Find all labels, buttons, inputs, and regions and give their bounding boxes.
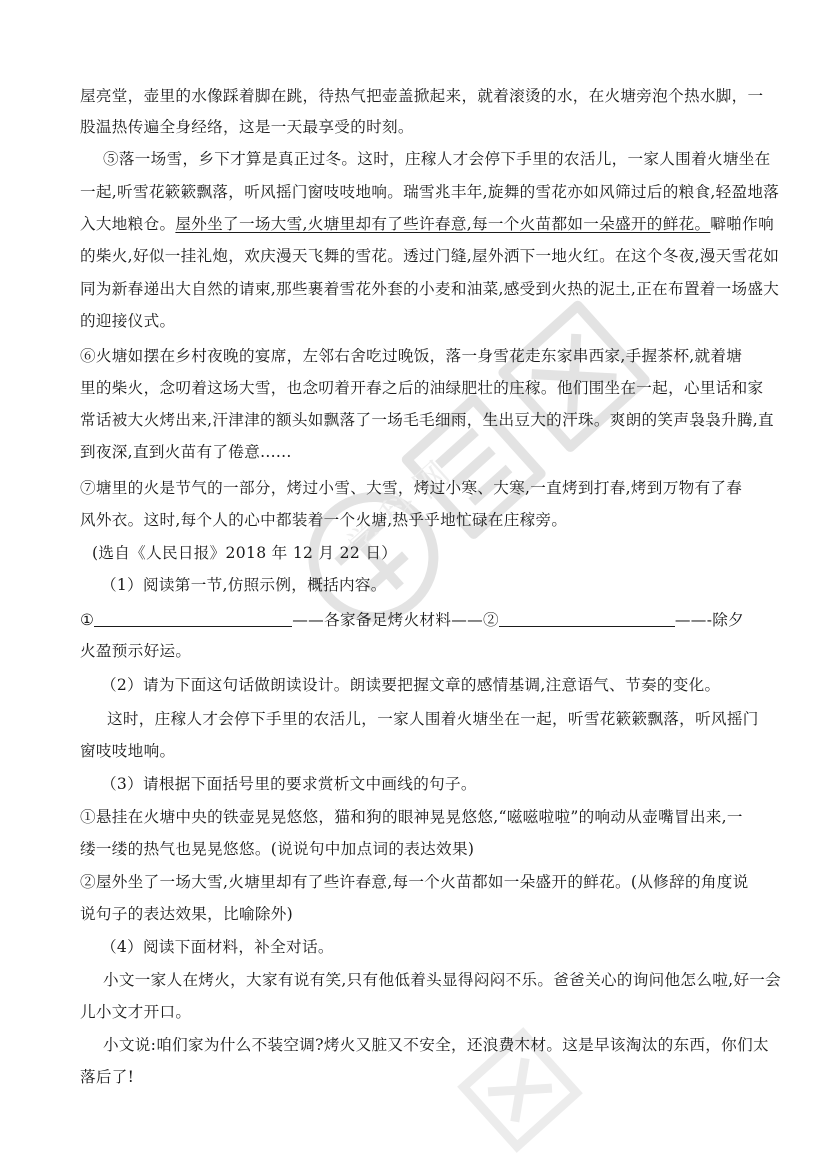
paragraph-7-line-2: 风外衣。这时,每个人的心中都装着一个火塘,热乎乎地忙碌在庄稼旁。 <box>80 511 568 529</box>
question-1-prompt: （1）阅读第一节,仿照示例，概括内容。 <box>101 576 387 594</box>
question-4-prompt: （4）阅读下面材料，补全对话。 <box>101 938 334 956</box>
paragraph-4-line-1: 屋亮堂，壶里的水像踩着脚在跳，待热气把壶盖掀起来，就着滚烫的水，在火塘旁泡个热水脚，一 <box>80 87 764 105</box>
svg-text:学 科 网: 学 科 网 <box>339 454 458 567</box>
underlined-sentence: 屋外坐了一场大雪,火塘里却有了些许春意,每一个火苗都如一朵盛开的鲜花。 <box>175 215 711 233</box>
question-1-answer-line <box>80 608 744 630</box>
paragraph-5-line-3 <box>80 213 774 235</box>
question-3-item-2-line-1: ②屋外坐了一场大雪,火塘里却有了些许春意,每一个火苗都如一朵盛开的鲜花。(从修辞的角度说 <box>80 873 749 891</box>
paragraph-5-line-4: 的柴火,好似一挂礼炮，欢庆漫天飞舞的雪花。透过门缝,屋外洒下一地火红。在这个冬夜,漫天雪花如 <box>80 247 780 265</box>
question-3-item-1-line-1: ①悬挂在火塘中央的铁壶晃晃悠悠，猫和狗的眼神晃晃悠悠,“嗞嗞啦啦”的响动从壶嘴冒出来,一 <box>80 808 743 826</box>
answer-blank-2[interactable] <box>499 608 675 627</box>
question-1-num-1: ① <box>80 611 95 629</box>
question-2-quote-line-1: 这时，庄稼人才会停下手里的农活儿，一家人围着火塘坐在一起，听雪花簌簌飘落，听风摇门 <box>107 710 759 728</box>
question-2-quote-line-2: 窗吱吱地响。 <box>80 742 176 760</box>
paragraph-5-line-2: 一起,听雪花簌簌飘落，听风摇门窗吱吱地响。瑞雪兆丰年,旋舞的雪花亦如风筛过后的粮食,轻盈地落 <box>80 183 780 201</box>
material-1-line-1: 小文一家人在烤火，大家有说有笑,只有他低着头显得闷闷不乐。爸爸关心的询问他怎么啦,好一会 <box>103 971 782 989</box>
paragraph-5-line-6: 的迎接仪式。 <box>80 312 176 330</box>
paragraph-5-line-3-end: 噼啪作响 <box>710 215 774 233</box>
paragraph-5-line-3-start: 入大地粮仓。 <box>80 215 176 233</box>
question-1-line-2: 火盈预示好运。 <box>80 642 192 660</box>
paragraph-6-line-2: 里的柴火，念叨着这场大雪，也念叨着开春之后的油绿肥壮的庄稼。他们围坐在一起，心里话和家 <box>80 379 764 397</box>
question-1-middle: ——各家备足烤火材料——② <box>292 611 499 629</box>
material-1-line-2: 儿小文才开口。 <box>80 1003 192 1021</box>
answer-blank-1[interactable] <box>94 608 292 627</box>
question-1-end: ——-除夕 <box>674 611 745 629</box>
paragraph-5-line-5: 同为新春递出大自然的请柬,那些裹着雪花外套的小麦和油菜,感受到火热的泥土,正在布置着一场盛大 <box>80 280 780 298</box>
material-2-line-2: 落后了! <box>80 1068 135 1086</box>
paragraph-6-line-1: ⑥火塘如摆在乡村夜晚的宴席，左邻右舍吃过晚饭，落一身雪花走东家串西家,手握茶杯,就着塘 <box>80 347 743 365</box>
paragraph-7-line-1: ⑦塘里的火是节气的一部分，烤过小雪、大雪，烤过小寒、大寒,一直烤到打春,烤到万物有了春 <box>80 479 743 497</box>
paragraph-6-line-3: 常话被大火烤出来,汗津津的额头如飘落了一场毛毛细雨，生出豆大的汗珠。爽朗的笑声袅袅升腾,直 <box>80 411 774 429</box>
question-3-item-2-line-2: 说句子的表达效果，比喻除外) <box>80 905 294 923</box>
question-2-prompt: （2）请为下面这句话做朗读设计。朗读要把握文章的感情基调,注意语气、节奏的变化。 <box>101 676 721 694</box>
paragraph-5-line-1: ⑤落一场雪，乡下才算是真正过冬。这时，庄稼人才会停下手里的农活儿，一家人围着火塘坐在 <box>103 150 771 168</box>
paragraph-4-line-2: 股温热传遍全身经络，这是一天最享受的时刻。 <box>80 118 414 136</box>
paragraph-6-line-4: 到夜深,直到火苗有了倦意...... <box>80 443 292 461</box>
question-3-prompt: （3）请根据下面括号里的要求赏析文中画线的句子。 <box>101 775 477 793</box>
question-3-item-1-line-2: 缕一缕的热气也晃晃悠悠。(说说句中加点词的表达效果) <box>80 840 475 858</box>
article-source: (选自《人民日报》2018 年 12 月 22 日） <box>92 544 398 562</box>
material-2-line-1: 小文说:咱们家为什么不装空调?烤火又脏又不安全，还浪费木材。这是早该淘汰的东西，你们太 <box>103 1036 769 1054</box>
